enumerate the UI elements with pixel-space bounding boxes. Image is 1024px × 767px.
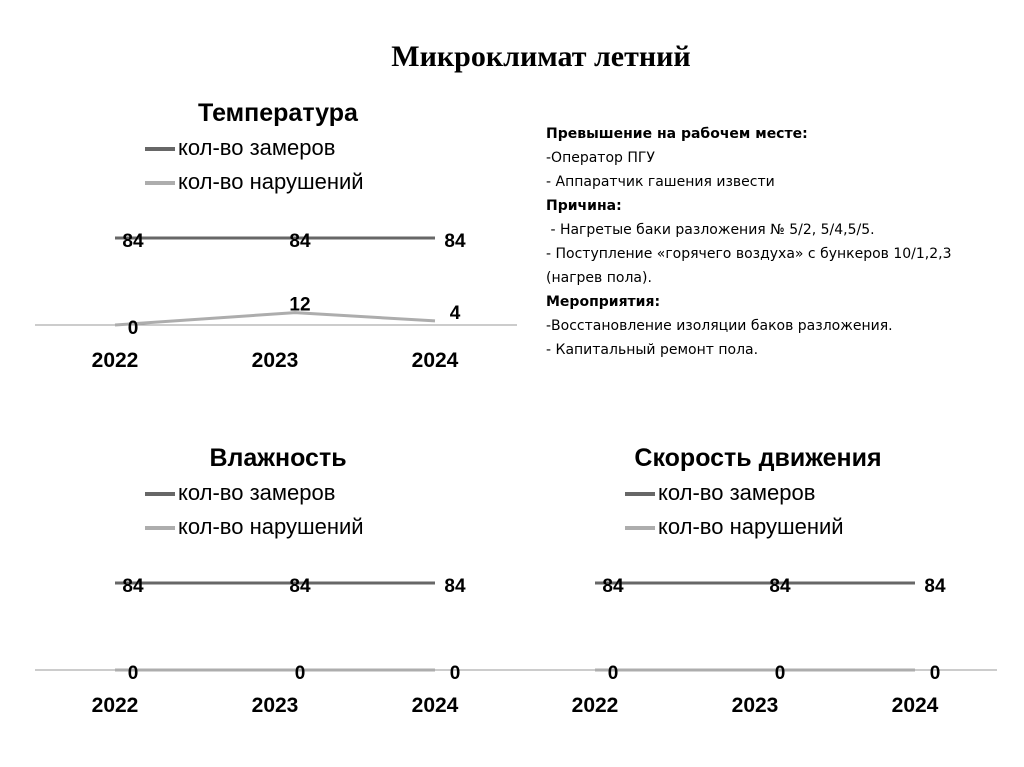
notes-line: (нагрев пола). bbox=[546, 270, 652, 286]
violations-data-label: 0 bbox=[607, 663, 619, 684]
x-tick-label: 2024 bbox=[411, 349, 459, 372]
violations-series-line bbox=[115, 313, 435, 325]
measurements-data-label: 84 bbox=[444, 231, 466, 252]
violations-data-label: 0 bbox=[929, 663, 941, 684]
humidity-chart-title: Влажность bbox=[209, 444, 347, 472]
temperature-chart bbox=[30, 95, 520, 395]
measurements-legend-label: кол-во замеров bbox=[178, 480, 336, 505]
air-speed-chart bbox=[510, 440, 1000, 740]
temperature-chart-svg bbox=[30, 95, 520, 395]
violations-data-label: 0 bbox=[294, 663, 306, 684]
notes-line: - Поступление «горячего воздуха» с бункеров 10/1,2,3 bbox=[546, 246, 952, 262]
notes-heading: Превышение на рабочем месте: bbox=[546, 126, 808, 142]
measurements-data-label: 84 bbox=[289, 576, 311, 597]
x-tick-label: 2023 bbox=[731, 694, 779, 717]
x-tick-label: 2023 bbox=[251, 694, 299, 717]
measurements-legend-label: кол-во замеров bbox=[658, 480, 816, 505]
measurements-data-label: 84 bbox=[602, 576, 624, 597]
violations-data-label: 0 bbox=[127, 663, 139, 684]
notes-line: -Оператор ПГУ bbox=[546, 150, 655, 166]
slide-title: Микроклимат летний bbox=[391, 40, 691, 73]
violations-legend-label: кол-во нарушений bbox=[178, 514, 364, 539]
violations-data-label: 0 bbox=[127, 318, 139, 339]
violations-data-label: 0 bbox=[449, 663, 461, 684]
notes-panel bbox=[546, 122, 1016, 362]
measurements-data-label: 84 bbox=[924, 576, 946, 597]
temperature-chart-title: Температура bbox=[198, 99, 358, 127]
x-tick-label: 2022 bbox=[571, 694, 619, 717]
violations-data-label: 0 bbox=[774, 663, 786, 684]
notes-line: - Аппаратчик гашения извести bbox=[546, 174, 775, 190]
x-tick-label: 2024 bbox=[891, 694, 939, 717]
air-speed-chart-svg bbox=[510, 440, 1000, 740]
x-tick-label: 2023 bbox=[251, 349, 299, 372]
notes-heading: Мероприятия: bbox=[546, 294, 661, 310]
notes-line: - Капитальный ремонт пола. bbox=[546, 342, 759, 358]
x-tick-label: 2022 bbox=[91, 694, 139, 717]
notes-line: -Восстановление изоляции баков разложения. bbox=[546, 318, 893, 334]
measurements-legend-label: кол-во замеров bbox=[178, 135, 336, 160]
notes-line: - Нагретые баки разложения № 5/2, 5/4,5/5. bbox=[546, 222, 875, 238]
measurements-data-label: 84 bbox=[769, 576, 791, 597]
measurements-data-label: 84 bbox=[444, 576, 466, 597]
notes-heading: Причина: bbox=[546, 198, 622, 214]
humidity-chart-svg bbox=[30, 440, 520, 740]
x-tick-label: 2024 bbox=[411, 694, 459, 717]
measurements-data-label: 84 bbox=[122, 576, 144, 597]
x-tick-label: 2022 bbox=[91, 349, 139, 372]
violations-legend-label: кол-во нарушений bbox=[658, 514, 844, 539]
violations-data-label: 12 bbox=[289, 294, 311, 316]
measurements-data-label: 84 bbox=[289, 231, 311, 252]
violations-data-label: 4 bbox=[449, 302, 461, 324]
air-speed-chart-title: Скорость движения bbox=[634, 444, 882, 472]
violations-legend-label: кол-во нарушений bbox=[178, 169, 364, 194]
measurements-data-label: 84 bbox=[122, 231, 144, 252]
humidity-chart bbox=[30, 440, 520, 740]
